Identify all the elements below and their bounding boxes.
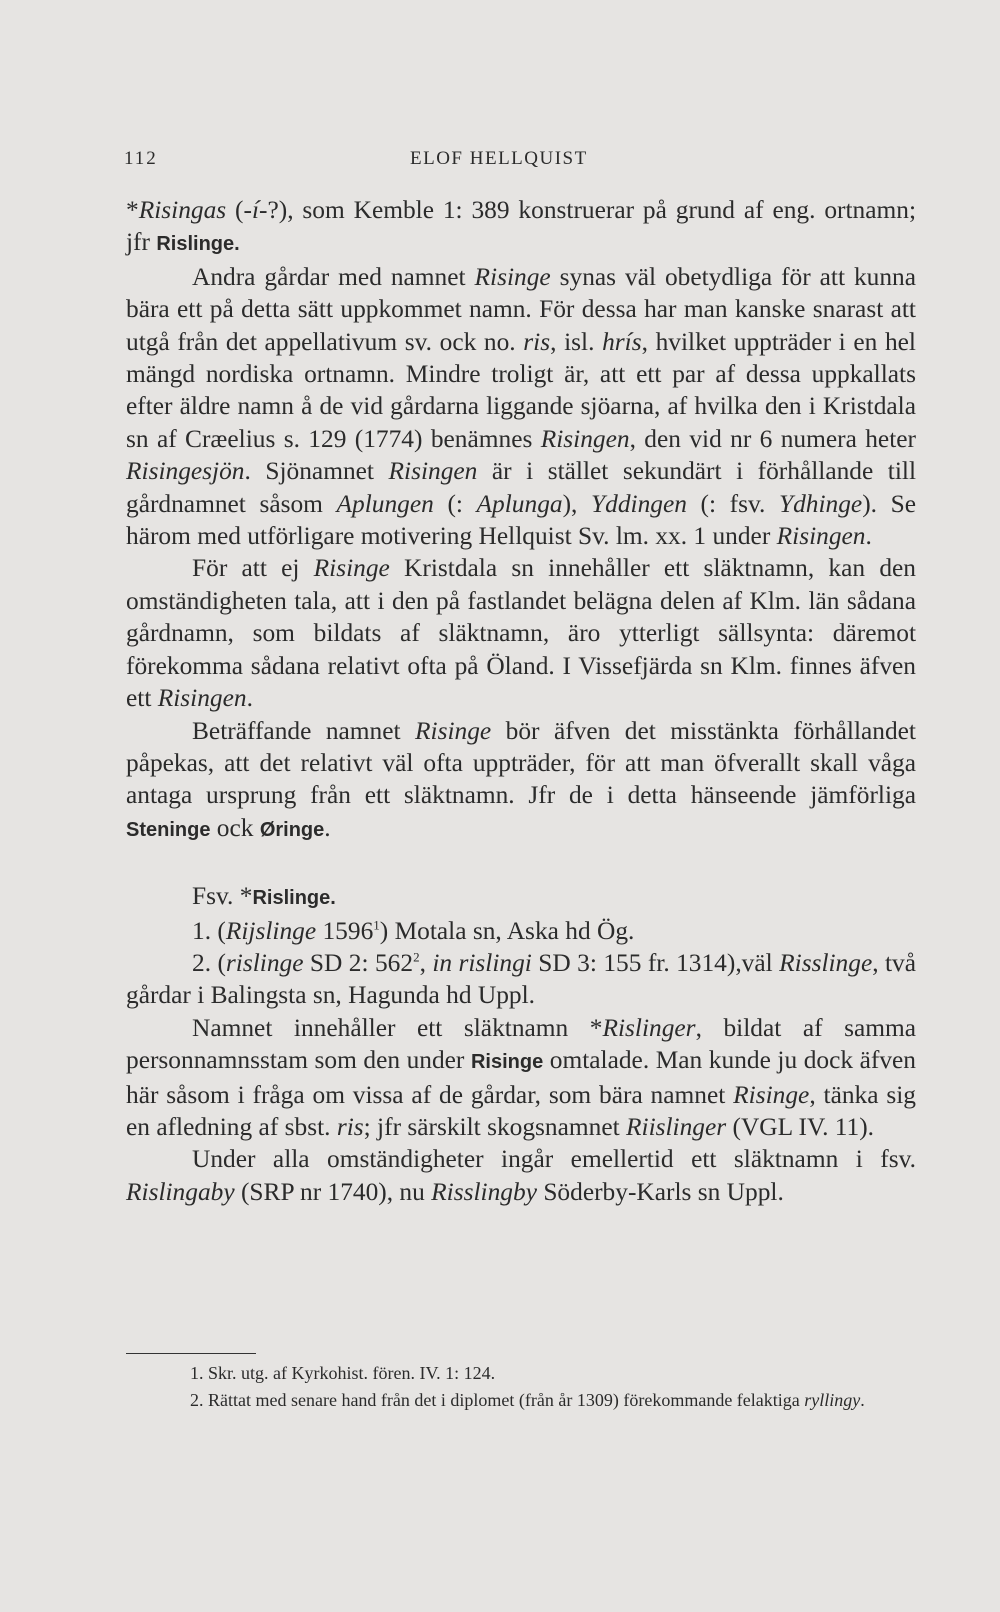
text-run: (: fsv. [686,489,779,518]
italic-term: Risingen [776,522,866,551]
text-run: ( [226,196,244,224]
text-run: 2. ( [192,948,226,977]
italic-term: -í- [243,196,268,224]
text-run: . [865,522,872,551]
footnote-1 [126,1360,916,1387]
italic-term: Risinge [733,1080,810,1109]
italic-term: Risinge [474,262,551,291]
cross-reference: Steninge [126,818,211,841]
text-run: omtalade. Man kunde ju dock äfven här såsom i fråga om vissa af de gårdar, som bära namnet [126,1046,917,1109]
italic-term: Rislingaby [126,1177,235,1206]
italic-term: Rislinger [602,1013,696,1042]
text-run: . [246,684,253,713]
paragraph-andra-gardar [126,261,916,553]
running-title: ELOF HELLQUIST [410,148,588,169]
italic-term: Aplunga [476,489,563,518]
text-run: ) Motala sn, Aska hd Ög. [379,916,635,945]
italic-term: in rislingi [432,948,532,977]
text-run: ?), som Kemble 1: 389 konstruerar på grund af eng. ortnamn; jfr [126,196,916,257]
text-run: Andra gårdar med namnet [192,262,475,291]
text-run: (SRP nr 1740), nu [234,1177,432,1206]
text-run: * [126,196,139,224]
italic-term: Risingesjön [126,457,245,486]
italic-term: Riislinger [626,1112,727,1141]
cross-reference: Rislinge. [252,887,336,910]
italic-term: Aplungen [336,489,434,518]
text-run: (: [433,489,477,518]
text-run: Kristdala sn innehåller ett släktnamn, kan den omständigheten tala, att i den på fastlandet belägna delen af Klm. län sådana gårdnamn, som bildats af släktnamn, äro ytterligt sällsynta: däremot förekomma sådana relativt ofta på Öland. I Vissefjärda sn Klm. finnes äfven ett [126,554,916,713]
italic-term: Risingen [540,424,630,453]
text-run: 1. Skr. utg. af Kyrkohist. fören. IV. 1: 124. [190,1363,496,1383]
entry-item-2 [126,947,916,1012]
footnotes [126,1360,916,1414]
text-run: , två gårdar i Balingsta sn, Hagunda hd Uppl. [126,948,917,1010]
text-run: är i stället sekundärt i förhållande till gårdnamnet såsom [126,457,916,518]
text-run: , [419,948,433,977]
italic-term: Risinge [313,554,390,583]
text-run: ). Se härom med utförligare motivering Hellquist Sv. lm. xx. 1 under [126,489,916,551]
italic-term: Risingas [138,196,227,224]
footnote-marker: 1 [373,917,380,933]
page-number: 112 [124,148,158,169]
entry-item-1 [126,915,916,947]
italic-term: ris [336,1112,364,1141]
italic-term: Risslingby [431,1177,537,1206]
italic-term: Risingen [388,457,478,486]
italic-term: Risinge [415,716,492,745]
text-run: SD 3: 155 fr. 1314),väl [531,948,780,977]
text-run: För att ej [192,554,314,583]
text-run: synas väl obetydliga för att kunna bära ett på detta sätt uppkommet namn. För dessa har man kanske snarast att utgå från det appellativum sv. ock no. [126,262,916,356]
text-run: ), [562,489,591,518]
text-run: Fsv. * [192,882,253,911]
text-run: . [860,1390,865,1410]
paragraph-betraffande [126,715,916,847]
text-run: bör äfven det misstänkta förhållandet påpekas, att det relativt väl ofta uppträder, för att man öfverallt skall våga antaga ursprung från ett släktnamn. Jfr de i detta hänseende jämförliga [126,716,916,810]
text-run: Namnet innehåller ett släktnamn * [192,1013,603,1042]
text-run: , bildat af samma personnamnsstam som den under [126,1013,916,1075]
cross-reference: Øringe [259,818,325,841]
cross-reference: Risinge [470,1051,544,1074]
paragraph-risingas [126,194,916,261]
italic-term: Ydhinge [778,489,863,518]
paragraph-under-alla [126,1143,916,1208]
italic-term: Rijslinge [225,916,317,945]
footnote-rule [126,1353,256,1354]
text-run: , isl. [550,327,603,356]
paragraph-kristdala [126,552,916,714]
main-text [126,194,916,1208]
text-run: (VGL IV. 11). [726,1112,875,1141]
text-run: 1. ( [192,916,226,945]
text-run: , den vid nr 6 numera heter [629,424,916,453]
section-gap [126,846,916,880]
text-run: ock [210,813,260,842]
paragraph-namnet [126,1012,916,1144]
italic-term: rislinge [225,948,304,977]
italic-term: Yddingen [591,489,687,518]
running-head [120,148,920,174]
footnote-2 [126,1387,916,1414]
text-run: , tänka sig en afledning af sbst. [126,1080,916,1141]
italic-term: Risingen [157,684,247,713]
italic-term: hrís [602,327,642,356]
text-run: Söderby-Karls sn Uppl. [536,1177,784,1206]
text-run: 1596 [316,916,374,945]
italic-term: ris [523,327,551,356]
text-run: Beträffande namnet [192,716,416,745]
text-run: . [324,813,331,842]
text-run: SD 2: 562 [303,948,414,977]
text-run: 2. Rättat med senare hand från det i diplomet (från år 1309) förekommande felaktiga [190,1390,805,1410]
text-run: ; jfr särskilt skogsnamnet [363,1112,626,1141]
italic-term: ryllingy [804,1390,861,1410]
entry-heading-rislinge [126,880,916,914]
cross-reference: Rislinge. [156,233,240,256]
text-run: Under alla omständigheter ingår emellertid ett släktnamn i fsv. [192,1145,916,1174]
text-run: . Sjönamnet [244,457,389,486]
italic-term: Risslinge [779,948,873,977]
text-run: , hvilket uppträder i en hel mängd nordiska ortnamn. Mindre troligt är, att ett par af dessa uppkallats efter äldre namn å de vid gårdarna liggande sjöarna, af hvilka den i Kristdala sn af Cræelius s. 129 (1774) benämnes [126,327,916,453]
footnote-marker: 2 [413,949,420,965]
